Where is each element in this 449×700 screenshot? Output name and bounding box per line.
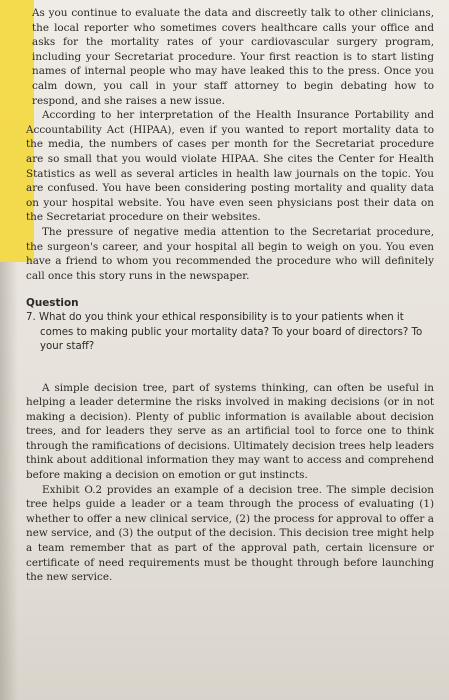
question-block — [26, 297, 434, 354]
page-content — [26, 6, 434, 585]
paragraph-4: A simple decision tree, part of systems thinking, can often be useful in helping a leader determine the risks involved in making decisions (or in not making a decision). Plenty of public information is available about decision trees, and for leaders they serve as an artificial tool to force one to think through the ramifications of decisions. Ultimately decision trees help leaders think about additional information they may want to access and comprehend before making a decision on emotion or gut instincts. — [26, 381, 434, 482]
lower-section — [26, 381, 434, 585]
page-shadow — [0, 262, 18, 700]
paragraph-3: The pressure of negative media attention to the Secretariat procedure, the surgeon's career, and your hospital all begin to weigh on you. You even have a friend to whom you recommended the procedure who will definitely call once this story runs in the newspaper. — [26, 225, 434, 282]
question-item: 7. What do you think your ethical responsibility is to your patients when it comes to making public your mortality data? To your board of directors? To your staff? — [26, 312, 423, 353]
paragraph-2: According to her interpretation of the Health Insurance Portability and Accountability Act (HIPAA), even if you wanted to report mortality data to the media, the numbers of cases per month for the Secretariat procedure are so small that you would violate HIPAA. She cites the Center for Health Statistics as well as several articles in health law journals on the topic. You are confused. You have been considering posting mortality and quality data on your hospital website. You have even seen physicians post their data on the Secretariat procedure on their websites. — [26, 109, 434, 224]
paragraph-1: As you continue to evaluate the data and discreetly talk to other clinicians, the local reporter who sometimes covers healthcare calls your office and asks for the mortality rates of your cardiovascular surgery program, including your Secretariat procedure. Your first reaction is to start listing names of internal people who may have leaked this to the press. Once you calm down, you call in your staff attorney to begin debating how to respond, and she raises a new issue. — [32, 7, 434, 107]
paragraph-5: Exhibit O.2 provides an example of a decision tree. The simple decision tree helps guide a leader or a team through the process of evaluating (1) whether to offer a new clinical service, (2) the process for approval to offer a new service, and (3) the output of the decision. This decision tree might help a team remember that as part of the approval path, certain licensure or certificate of need requirements must be thought through before launching the new service. — [26, 483, 434, 584]
question-heading: Question — [26, 297, 79, 310]
